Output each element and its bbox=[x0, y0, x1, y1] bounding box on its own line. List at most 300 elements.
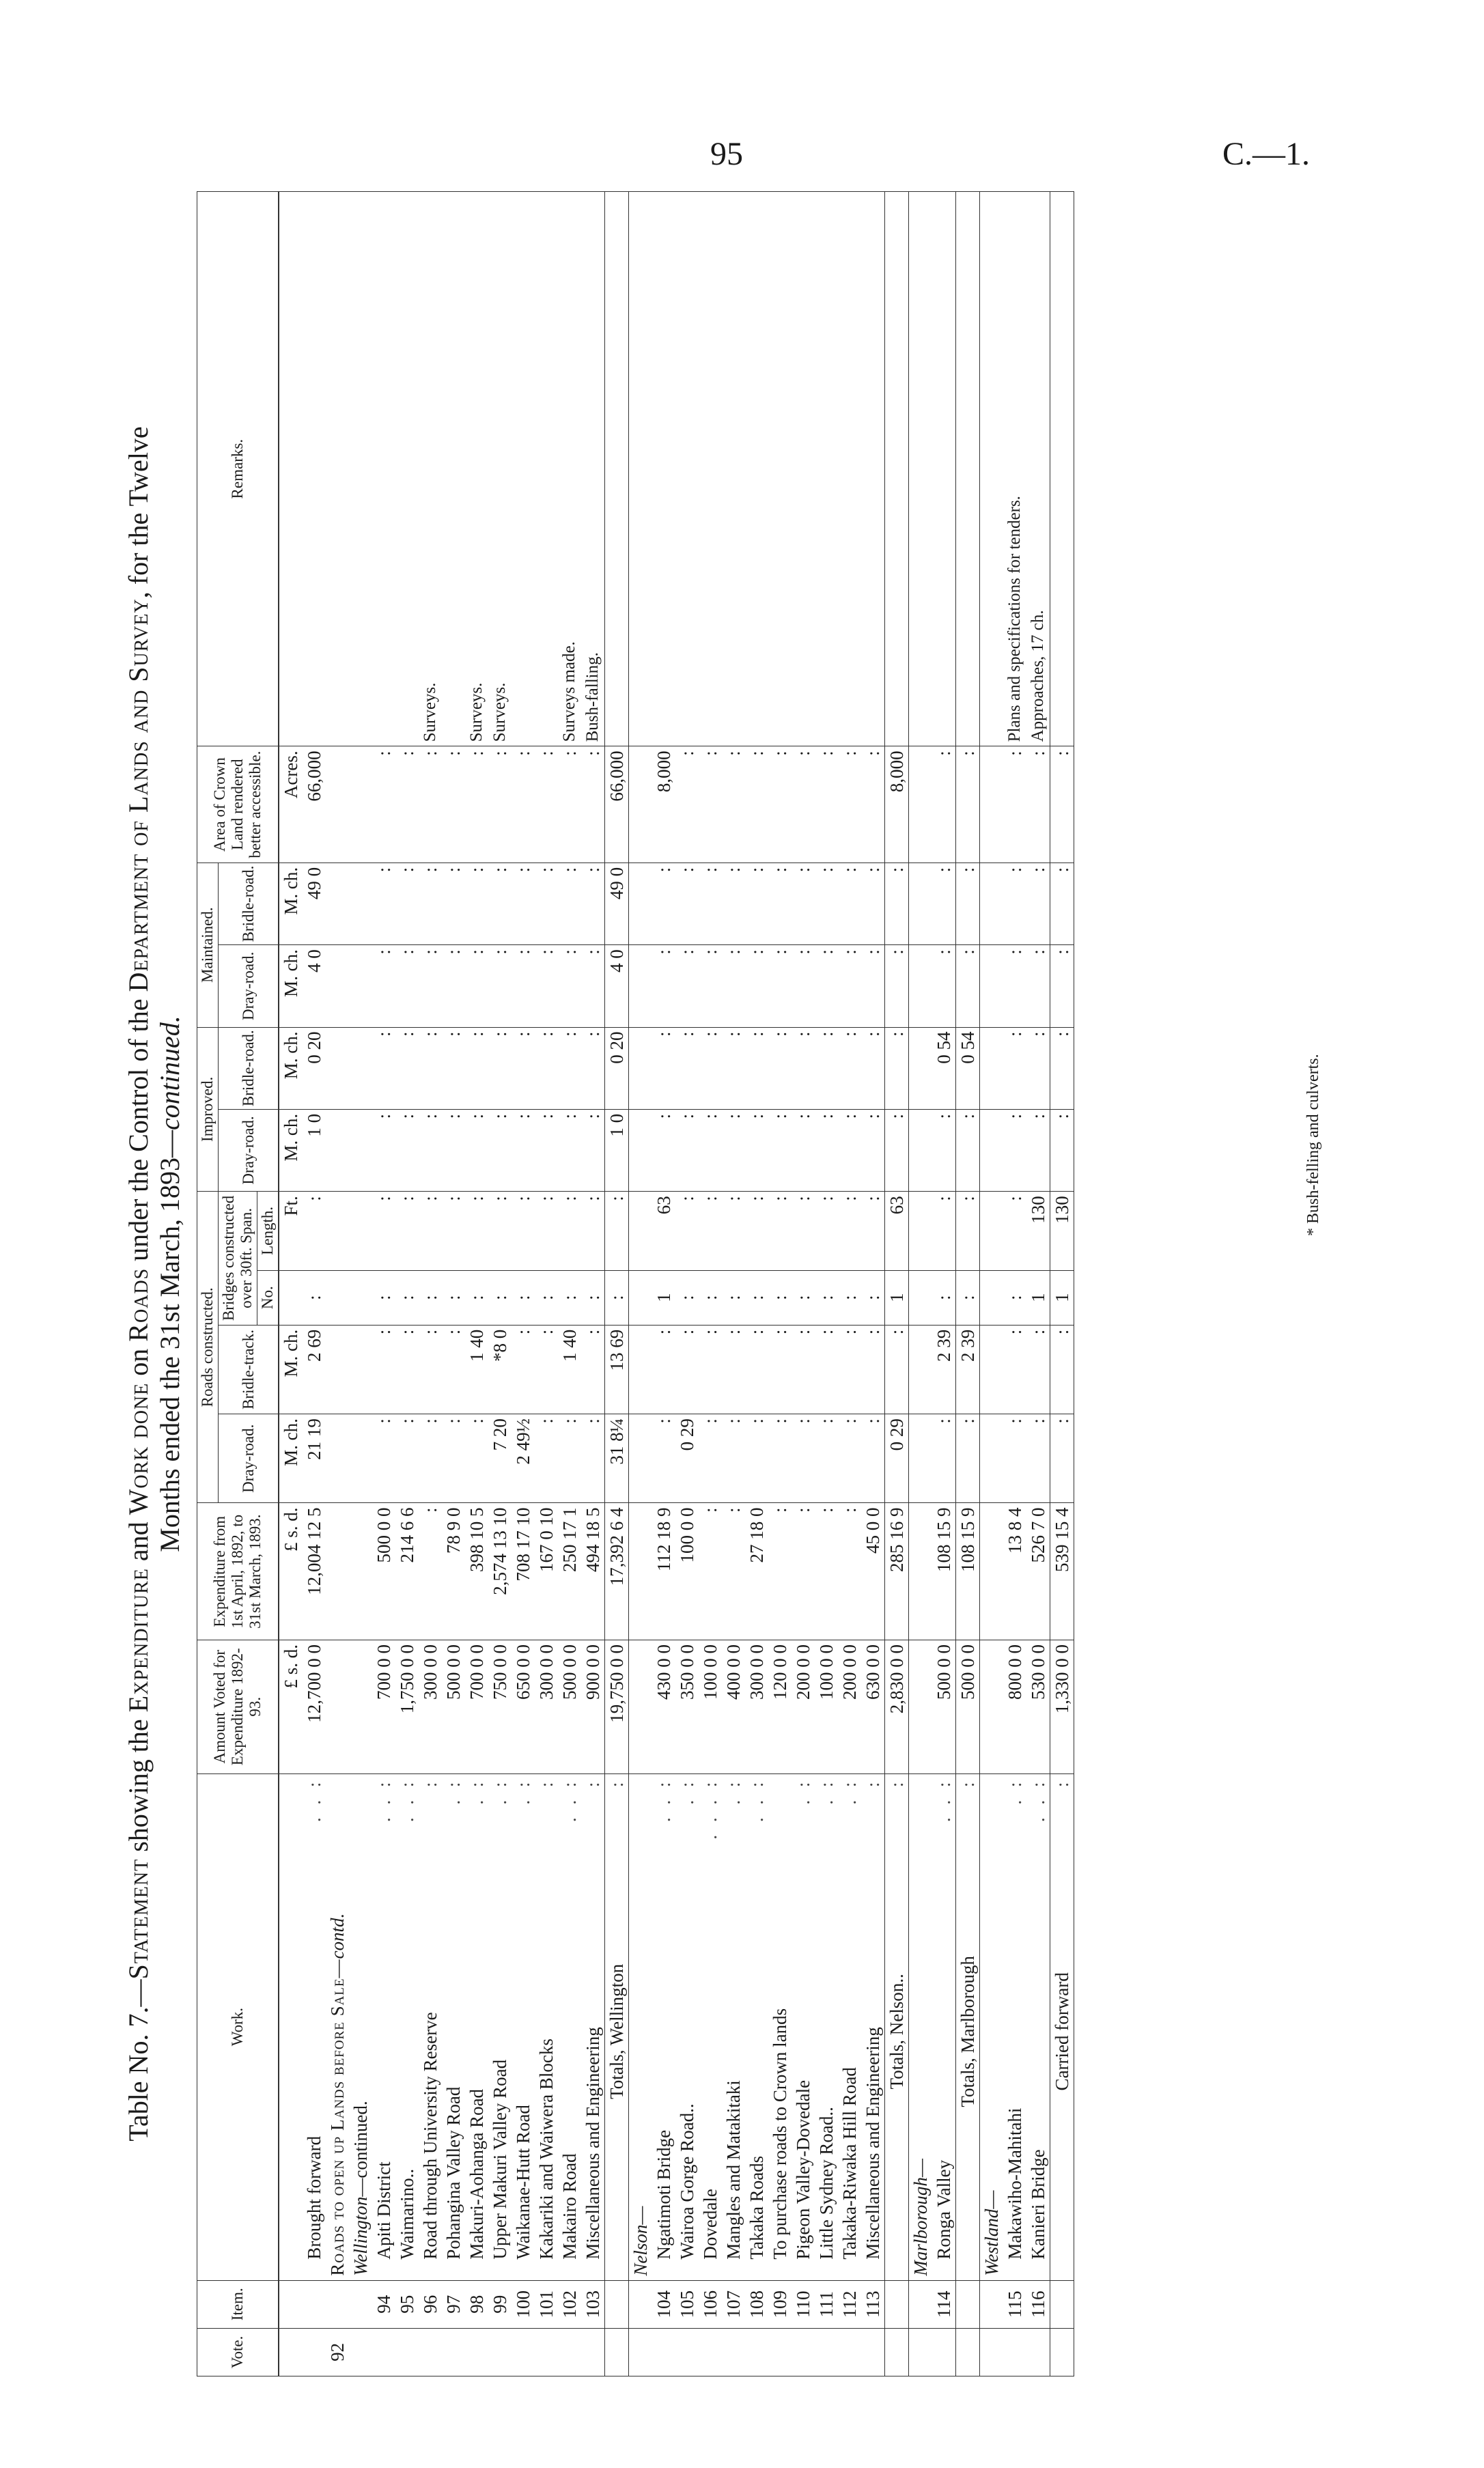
idray-cell: 1 0 bbox=[303, 1109, 326, 1191]
idray-cell: : bbox=[465, 1109, 488, 1191]
bno-cell: : bbox=[699, 1270, 722, 1325]
exp-cell: 27 18 0 bbox=[745, 1503, 768, 1640]
cdray-cell: : bbox=[722, 1414, 745, 1503]
exp-cell: : bbox=[815, 1503, 838, 1640]
mdray-cell bbox=[980, 945, 1004, 1027]
cbridle-cell bbox=[909, 1325, 933, 1414]
cbridle-cell bbox=[629, 1325, 653, 1414]
area-cell: : bbox=[675, 746, 699, 863]
exp-cell: 708 17 10 bbox=[512, 1503, 535, 1640]
bno-cell: 1 bbox=[885, 1270, 909, 1325]
table-row bbox=[488, 192, 512, 2376]
mbridle-cell: : bbox=[815, 863, 838, 944]
ibridle-cell: : bbox=[581, 1027, 605, 1109]
work-cell: Totals, Nelson.. : bbox=[885, 1773, 909, 2280]
ibridle-cell: 0 54 bbox=[932, 1027, 956, 1109]
mdray-cell: : bbox=[699, 945, 722, 1027]
mbridle-cell bbox=[349, 863, 372, 944]
item-cell: 101 bbox=[535, 2280, 558, 2328]
item-cell bbox=[303, 2280, 326, 2328]
work-cell: Little Sydney Road.. . : bbox=[815, 1773, 838, 2280]
cdray-cell: : bbox=[745, 1414, 768, 1503]
mdray-cell: : bbox=[768, 945, 792, 1027]
area-cell: : bbox=[722, 746, 745, 863]
bno-cell: : bbox=[722, 1270, 745, 1325]
bno-cell bbox=[909, 1270, 933, 1325]
mbridle-cell: : bbox=[442, 863, 465, 944]
area-cell: : bbox=[768, 746, 792, 863]
cdray-cell: : bbox=[442, 1414, 465, 1503]
total-row bbox=[1050, 192, 1074, 2376]
section-heading-row bbox=[326, 192, 349, 2376]
mdray-cell: : bbox=[512, 945, 535, 1027]
blen-cell: : bbox=[605, 1192, 629, 1270]
bno-cell: : bbox=[932, 1270, 956, 1325]
blen-cell: : bbox=[932, 1192, 956, 1270]
mdray-cell bbox=[326, 945, 349, 1027]
cdray-cell: : bbox=[768, 1414, 792, 1503]
ibridle-cell: : bbox=[442, 1027, 465, 1109]
area-cell: : bbox=[535, 746, 558, 863]
mdray-cell: 4 0 bbox=[303, 945, 326, 1027]
cbridle-cell: : bbox=[768, 1325, 792, 1414]
remarks-cell bbox=[768, 192, 792, 746]
item-cell: 105 bbox=[675, 2280, 699, 2328]
mbridle-cell: : bbox=[512, 863, 535, 944]
blen-cell bbox=[980, 1192, 1004, 1270]
cbridle-cell: 2 39 bbox=[956, 1325, 980, 1414]
amount-cell: 300 0 0 bbox=[745, 1640, 768, 1774]
amount-cell: 350 0 0 bbox=[675, 1640, 699, 1774]
vote-cell bbox=[745, 2328, 768, 2376]
area-cell: : bbox=[1003, 746, 1026, 863]
item-cell: 111 bbox=[815, 2280, 838, 2328]
mbridle-cell: : bbox=[1003, 863, 1026, 944]
ibridle-cell bbox=[909, 1027, 933, 1109]
header-constructed-bridle: Bridle-track. bbox=[219, 1325, 279, 1414]
total-row bbox=[956, 192, 980, 2376]
blen-cell: : bbox=[815, 1192, 838, 1270]
remarks-cell bbox=[652, 192, 675, 746]
amount-cell bbox=[629, 1640, 653, 1774]
total-row bbox=[605, 192, 629, 2376]
cdray-cell: 0 29 bbox=[675, 1414, 699, 1503]
amount-cell: 300 0 0 bbox=[419, 1640, 442, 1774]
cdray-cell: : bbox=[932, 1414, 956, 1503]
vote-cell bbox=[815, 2328, 838, 2376]
work-cell: Marlborough— bbox=[909, 1773, 933, 2280]
bno-cell: : bbox=[395, 1270, 419, 1325]
cdray-cell: : bbox=[838, 1414, 861, 1503]
idray-cell: : bbox=[558, 1109, 581, 1191]
amount-cell: 530 0 0 bbox=[1026, 1640, 1050, 1774]
cdray-cell: : bbox=[581, 1414, 605, 1503]
blen-cell: : bbox=[956, 1192, 980, 1270]
area-cell: 8,000 bbox=[652, 746, 675, 863]
remarks-cell: Bush-falling. bbox=[581, 192, 605, 746]
mdray-cell: : bbox=[419, 945, 442, 1027]
work-cell: To purchase roads to Crown lands bbox=[768, 1773, 792, 2280]
idray-cell: : bbox=[675, 1109, 699, 1191]
bno-cell: : bbox=[303, 1270, 326, 1325]
header-bridges-length: Length. bbox=[257, 1192, 279, 1270]
blen-cell: : bbox=[1003, 1192, 1026, 1270]
amount-cell bbox=[326, 1640, 349, 1774]
cbridle-cell: 2 69 bbox=[303, 1325, 326, 1414]
idray-cell: : bbox=[768, 1109, 792, 1191]
vote-cell bbox=[395, 2328, 419, 2376]
cdray-cell: : bbox=[956, 1414, 980, 1503]
area-cell: : bbox=[419, 746, 442, 863]
idray-cell bbox=[349, 1109, 372, 1191]
bno-cell: : bbox=[745, 1270, 768, 1325]
area-cell bbox=[909, 746, 933, 863]
work-cell: Wellington—continued. bbox=[349, 1773, 372, 2280]
blen-cell: : bbox=[838, 1192, 861, 1270]
cdray-cell bbox=[980, 1414, 1004, 1503]
mdray-cell: : bbox=[558, 945, 581, 1027]
remarks-cell: Approaches, 17 ch. bbox=[1026, 192, 1050, 746]
roads-expenditure-table bbox=[197, 191, 1074, 2376]
section-heading-row bbox=[629, 192, 653, 2376]
item-cell: 113 bbox=[861, 2280, 885, 2328]
bno-cell: : bbox=[581, 1270, 605, 1325]
item-cell: 96 bbox=[419, 2280, 442, 2328]
table-row bbox=[932, 192, 956, 2376]
ibridle-cell bbox=[326, 1027, 349, 1109]
mdray-cell: : bbox=[815, 945, 838, 1027]
blen-cell: 130 bbox=[1050, 1192, 1074, 1270]
remarks-cell bbox=[605, 192, 629, 746]
blen-cell: : bbox=[512, 1192, 535, 1270]
vote-cell bbox=[699, 2328, 722, 2376]
area-cell: : bbox=[1026, 746, 1050, 863]
item-cell: 103 bbox=[581, 2280, 605, 2328]
blen-cell: 63 bbox=[885, 1192, 909, 1270]
remarks-cell bbox=[512, 192, 535, 746]
idray-cell: : bbox=[512, 1109, 535, 1191]
amount-cell: 700 0 0 bbox=[465, 1640, 488, 1774]
ibridle-cell: : bbox=[675, 1027, 699, 1109]
exp-cell: 500 0 0 bbox=[372, 1503, 395, 1640]
idray-cell: : bbox=[419, 1109, 442, 1191]
idray-cell: : bbox=[956, 1109, 980, 1191]
header-improved: Improved. bbox=[197, 1027, 219, 1192]
table-row bbox=[768, 192, 792, 2376]
vote-cell bbox=[722, 2328, 745, 2376]
amount-cell: 700 0 0 bbox=[372, 1640, 395, 1774]
amount-cell: 400 0 0 bbox=[722, 1640, 745, 1774]
vote-cell bbox=[838, 2328, 861, 2376]
mbridle-cell: : bbox=[932, 863, 956, 944]
idray-cell: : bbox=[442, 1109, 465, 1191]
mbridle-cell: : bbox=[652, 863, 675, 944]
header-maintained: Maintained. bbox=[197, 863, 219, 1027]
blen-cell: 130 bbox=[1026, 1192, 1050, 1270]
cbridle-cell: 1 40 bbox=[465, 1325, 488, 1414]
work-cell: Apiti District . . : bbox=[372, 1773, 395, 2280]
idray-cell: : bbox=[1050, 1109, 1074, 1191]
remarks-cell bbox=[956, 192, 980, 746]
item-cell: 99 bbox=[488, 2280, 512, 2328]
cbridle-cell bbox=[349, 1325, 372, 1414]
mbridle-cell: : bbox=[488, 863, 512, 944]
bno-cell: : bbox=[768, 1270, 792, 1325]
cbridle-cell: : bbox=[699, 1325, 722, 1414]
bno-cell: : bbox=[675, 1270, 699, 1325]
ibridle-cell: : bbox=[372, 1027, 395, 1109]
work-cell: Westland— bbox=[980, 1773, 1004, 2280]
area-cell: : bbox=[372, 746, 395, 863]
idray-cell: 1 0 bbox=[605, 1109, 629, 1191]
work-cell: Road through University Reserve : bbox=[419, 1773, 442, 2280]
bno-cell: : bbox=[815, 1270, 838, 1325]
blen-cell: : bbox=[535, 1192, 558, 1270]
blen-cell bbox=[349, 1192, 372, 1270]
header-area: Area of Crown Land rendered better accessible. bbox=[197, 746, 279, 863]
ibridle-cell bbox=[349, 1027, 372, 1109]
work-cell: Ngatimoti Bridge . . : bbox=[652, 1773, 675, 2280]
vote-cell bbox=[372, 2328, 395, 2376]
mbridle-cell: : bbox=[956, 863, 980, 944]
idray-cell: : bbox=[861, 1109, 885, 1191]
item-cell: 102 bbox=[558, 2280, 581, 2328]
cbridle-cell: 1 40 bbox=[558, 1325, 581, 1414]
table-row bbox=[303, 192, 326, 2376]
work-cell: Dovedale . . . : bbox=[699, 1773, 722, 2280]
amount-cell: 120 0 0 bbox=[768, 1640, 792, 1774]
exp-cell: : bbox=[838, 1503, 861, 1640]
ibridle-cell: : bbox=[558, 1027, 581, 1109]
table-caption: Table No. 7.—Statement showing the Expenditure and Work done on Roads under the Control of the Department of Lands and Survey, for the Twelve Months ended the 31st March, 1893—continued. bbox=[123, 426, 185, 2142]
item-cell bbox=[885, 2280, 909, 2328]
remarks-cell bbox=[442, 192, 465, 746]
footnote: * Bush-felling and culverts. bbox=[1304, 1054, 1322, 1236]
ibridle-cell: 0 54 bbox=[956, 1027, 980, 1109]
idray-cell: : bbox=[581, 1109, 605, 1191]
table-row bbox=[838, 192, 861, 2376]
cbridle-cell: : bbox=[395, 1325, 419, 1414]
table-row bbox=[861, 192, 885, 2376]
idray-cell: : bbox=[745, 1109, 768, 1191]
remarks-cell bbox=[349, 192, 372, 746]
bno-cell: : bbox=[465, 1270, 488, 1325]
ibridle-cell: : bbox=[838, 1027, 861, 1109]
remarks-cell: Surveys. bbox=[488, 192, 512, 746]
blen-cell: : bbox=[861, 1192, 885, 1270]
remarks-cell bbox=[885, 192, 909, 746]
mbridle-cell bbox=[909, 863, 933, 944]
area-cell: : bbox=[956, 746, 980, 863]
exp-cell: 398 10 5 bbox=[465, 1503, 488, 1640]
mdray-cell: : bbox=[861, 945, 885, 1027]
cdray-cell: : bbox=[1026, 1414, 1050, 1503]
item-cell: 97 bbox=[442, 2280, 465, 2328]
amount-cell: 430 0 0 bbox=[652, 1640, 675, 1774]
cbridle-cell: 13 69 bbox=[605, 1325, 629, 1414]
mdray-cell: : bbox=[652, 945, 675, 1027]
header-item: Item. bbox=[197, 2280, 279, 2328]
item-cell bbox=[980, 2280, 1004, 2328]
table-row bbox=[745, 192, 768, 2376]
area-cell: 8,000 bbox=[885, 746, 909, 863]
bno-cell: : bbox=[605, 1270, 629, 1325]
header-bridges: Bridges constructed over 30ft. Span. bbox=[219, 1192, 257, 1326]
cdray-cell: : bbox=[861, 1414, 885, 1503]
cdray-cell bbox=[349, 1414, 372, 1503]
item-cell bbox=[349, 2280, 372, 2328]
bno-cell: 1 bbox=[1050, 1270, 1074, 1325]
area-cell: : bbox=[512, 746, 535, 863]
exp-cell: 112 18 9 bbox=[652, 1503, 675, 1640]
bno-cell: : bbox=[792, 1270, 815, 1325]
ibridle-cell: : bbox=[488, 1027, 512, 1109]
exp-cell: 13 8 4 bbox=[1003, 1503, 1026, 1640]
exp-cell: 2,574 13 10 bbox=[488, 1503, 512, 1640]
mdray-cell: : bbox=[722, 945, 745, 1027]
work-cell: Totals, Marlborough : bbox=[956, 1773, 980, 2280]
bno-cell: 1 bbox=[1026, 1270, 1050, 1325]
work-cell: Carried forward : bbox=[1050, 1773, 1074, 2280]
amount-cell: 1,330 0 0 bbox=[1050, 1640, 1074, 1774]
idray-cell: : bbox=[932, 1109, 956, 1191]
bno-cell: 1 bbox=[652, 1270, 675, 1325]
work-cell: Mangles and Matakitaki . : bbox=[722, 1773, 745, 2280]
mdray-cell: : bbox=[465, 945, 488, 1027]
amount-cell: 300 0 0 bbox=[535, 1640, 558, 1774]
remarks-cell bbox=[372, 192, 395, 746]
bno-cell: : bbox=[488, 1270, 512, 1325]
mbridle-cell: : bbox=[861, 863, 885, 944]
cdray-cell: : bbox=[815, 1414, 838, 1503]
table-body bbox=[279, 192, 1074, 2376]
ibridle-cell: : bbox=[768, 1027, 792, 1109]
header-maintained-dray: Dray-road. bbox=[219, 945, 279, 1027]
bno-cell bbox=[326, 1270, 349, 1325]
table-row bbox=[372, 192, 395, 2376]
exp-cell: 108 15 9 bbox=[956, 1503, 980, 1640]
blen-cell: : bbox=[792, 1192, 815, 1270]
cdray-cell: : bbox=[558, 1414, 581, 1503]
cbridle-cell: : bbox=[442, 1325, 465, 1414]
item-cell: 100 bbox=[512, 2280, 535, 2328]
cdray-cell: : bbox=[652, 1414, 675, 1503]
exp-cell: : bbox=[768, 1503, 792, 1640]
ibridle-cell: : bbox=[1050, 1027, 1074, 1109]
idray-cell: : bbox=[815, 1109, 838, 1191]
bno-cell: : bbox=[956, 1270, 980, 1325]
remarks-cell: Plans and specifications for tenders. bbox=[1003, 192, 1026, 746]
cbridle-cell: : bbox=[535, 1325, 558, 1414]
idray-cell: : bbox=[488, 1109, 512, 1191]
mdray-cell: : bbox=[885, 945, 909, 1027]
amount-cell: 650 0 0 bbox=[512, 1640, 535, 1774]
item-cell: 94 bbox=[372, 2280, 395, 2328]
ibridle-cell: : bbox=[745, 1027, 768, 1109]
blen-cell: : bbox=[675, 1192, 699, 1270]
area-cell: : bbox=[815, 746, 838, 863]
cdray-cell bbox=[326, 1414, 349, 1503]
mdray-cell bbox=[349, 945, 372, 1027]
idray-cell: : bbox=[1003, 1109, 1026, 1191]
exp-cell: : bbox=[419, 1503, 442, 1640]
item-cell: 114 bbox=[932, 2280, 956, 2328]
table-row bbox=[419, 192, 442, 2376]
blen-cell: : bbox=[558, 1192, 581, 1270]
mbridle-cell bbox=[980, 863, 1004, 944]
table-row bbox=[699, 192, 722, 2376]
work-cell: Totals, Wellington : bbox=[605, 1773, 629, 2280]
mdray-cell: : bbox=[1003, 945, 1026, 1027]
ibridle-cell: : bbox=[419, 1027, 442, 1109]
mbridle-cell: : bbox=[675, 863, 699, 944]
exp-cell: 250 17 1 bbox=[558, 1503, 581, 1640]
cdray-cell bbox=[909, 1414, 933, 1503]
work-cell: Pohangina Valley Road . : bbox=[442, 1773, 465, 2280]
mbridle-cell bbox=[326, 863, 349, 944]
cbridle-cell: 2 39 bbox=[932, 1325, 956, 1414]
area-cell: 66,000 bbox=[605, 746, 629, 863]
vote-cell bbox=[980, 2328, 1004, 2376]
cdray-cell: : bbox=[1050, 1414, 1074, 1503]
table-row bbox=[395, 192, 419, 2376]
vote-cell bbox=[465, 2328, 488, 2376]
cdray-cell: : bbox=[699, 1414, 722, 1503]
idray-cell: : bbox=[792, 1109, 815, 1191]
remarks-cell bbox=[699, 192, 722, 746]
exp-cell: 78 9 0 bbox=[442, 1503, 465, 1640]
amount-cell bbox=[980, 1640, 1004, 1774]
vote-cell bbox=[1050, 2328, 1074, 2376]
work-cell: Upper Makuri Valley Road . : bbox=[488, 1773, 512, 2280]
ibridle-cell: : bbox=[465, 1027, 488, 1109]
bno-cell: : bbox=[419, 1270, 442, 1325]
exp-cell bbox=[629, 1503, 653, 1640]
area-cell: : bbox=[932, 746, 956, 863]
cbridle-cell: : bbox=[792, 1325, 815, 1414]
mbridle-cell: : bbox=[581, 863, 605, 944]
units-row: £ s. d. £ s. d. M. ch. M. ch. Ft. M. ch. M. ch. M. ch. M. ch. Acres. bbox=[279, 192, 303, 2376]
amount-cell bbox=[909, 1640, 933, 1774]
blen-cell: : bbox=[395, 1192, 419, 1270]
ibridle-cell: : bbox=[815, 1027, 838, 1109]
section-heading-row bbox=[909, 192, 933, 2376]
exp-cell: : bbox=[699, 1503, 722, 1640]
exp-cell: 167 0 10 bbox=[535, 1503, 558, 1640]
cdray-cell: : bbox=[1003, 1414, 1026, 1503]
header-vote: Vote. bbox=[197, 2328, 279, 2376]
item-cell bbox=[956, 2280, 980, 2328]
blen-cell: : bbox=[768, 1192, 792, 1270]
bno-cell bbox=[349, 1270, 372, 1325]
idray-cell: : bbox=[722, 1109, 745, 1191]
mbridle-cell: 49 0 bbox=[605, 863, 629, 944]
cbridle-cell: : bbox=[885, 1325, 909, 1414]
vote-cell bbox=[909, 2328, 933, 2376]
vote-cell bbox=[488, 2328, 512, 2376]
remarks-cell bbox=[861, 192, 885, 746]
amount-cell: 100 0 0 bbox=[815, 1640, 838, 1774]
mdray-cell: 4 0 bbox=[605, 945, 629, 1027]
exp-cell bbox=[326, 1503, 349, 1640]
idray-cell: : bbox=[838, 1109, 861, 1191]
mbridle-cell: : bbox=[395, 863, 419, 944]
cbridle-cell: : bbox=[512, 1325, 535, 1414]
blen-cell bbox=[326, 1192, 349, 1270]
amount-cell: 2,830 0 0 bbox=[885, 1640, 909, 1774]
table-row bbox=[535, 192, 558, 2376]
amount-cell: 200 0 0 bbox=[792, 1640, 815, 1774]
